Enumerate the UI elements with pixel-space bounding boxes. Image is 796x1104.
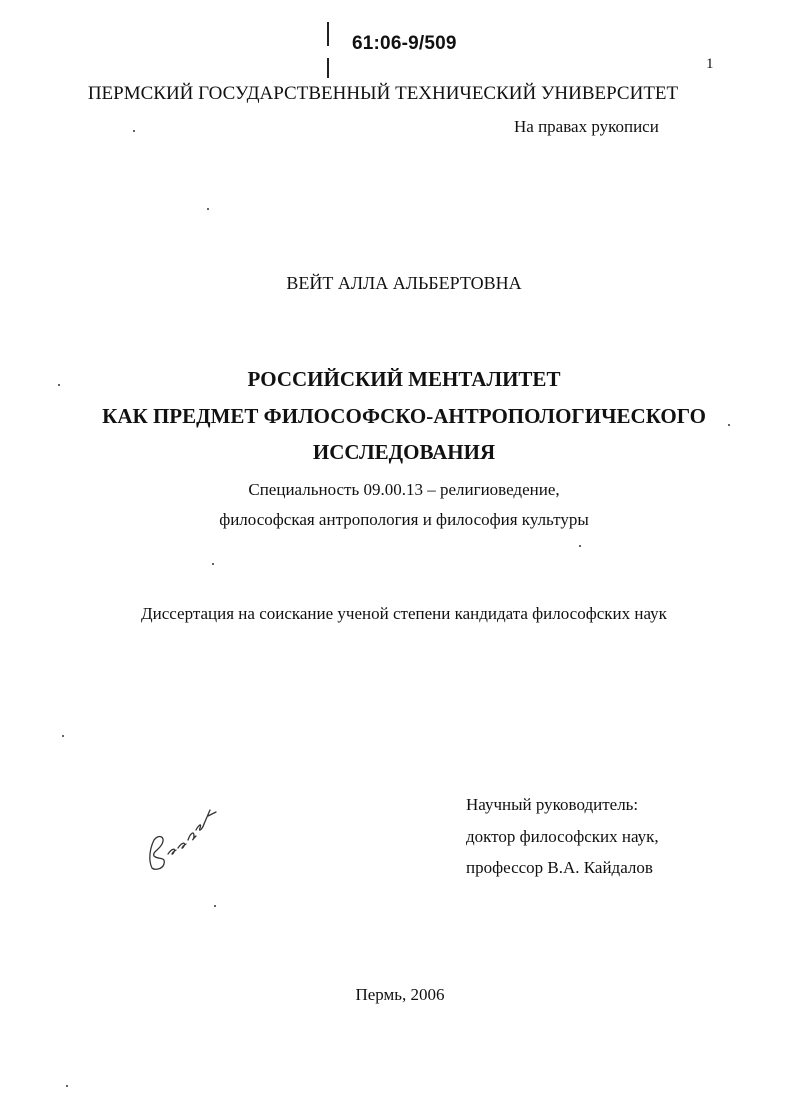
stamp-divider-line: [327, 58, 329, 78]
dissertation-title-line-1: РОССИЙСКИЙ МЕНТАЛИТЕТ: [247, 367, 561, 391]
page-number: 1: [706, 56, 714, 72]
handwritten-signature: [140, 790, 230, 880]
stamp-divider-line: [327, 22, 329, 46]
advisor-label: Научный руководитель:: [466, 795, 639, 814]
scan-speck: [133, 130, 135, 132]
city-year: Пермь, 2006: [355, 985, 445, 1004]
scan-speck: [62, 735, 64, 737]
archive-stamp-code: 61:06-9/509: [352, 33, 457, 54]
scan-speck: [58, 384, 60, 386]
scan-speck: [728, 424, 730, 426]
degree-statement: Диссертация на соискание ученой степени кандидата философских наук: [141, 604, 667, 623]
advisor-degree: доктор философских наук,: [466, 827, 659, 846]
scan-speck: [66, 1085, 68, 1087]
specialty-line-2: философская антропология и философия культуры: [219, 510, 589, 529]
scan-speck: [579, 545, 581, 547]
scan-speck: [212, 563, 214, 565]
manuscript-rights-note: На правах рукописи: [514, 117, 659, 136]
author-name: ВЕЙТ АЛЛА АЛЬБЕРТОВНА: [286, 273, 522, 293]
scan-speck: [207, 208, 209, 210]
scan-speck: [214, 905, 216, 907]
dissertation-title-line-2: КАК ПРЕДМЕТ ФИЛОСОФСКО-АНТРОПОЛОГИЧЕСКОГО: [102, 404, 706, 428]
dissertation-title-line-3: ИССЛЕДОВАНИЯ: [312, 440, 496, 464]
advisor-name: профессор В.А. Кайдалов: [466, 858, 653, 877]
specialty-line-1: Специальность 09.00.13 – религиоведение,: [248, 480, 560, 499]
university-name: ПЕРМСКИЙ ГОСУДАРСТВЕННЫЙ ТЕХНИЧЕСКИЙ УНИВЕРСИТЕТ: [87, 83, 679, 104]
